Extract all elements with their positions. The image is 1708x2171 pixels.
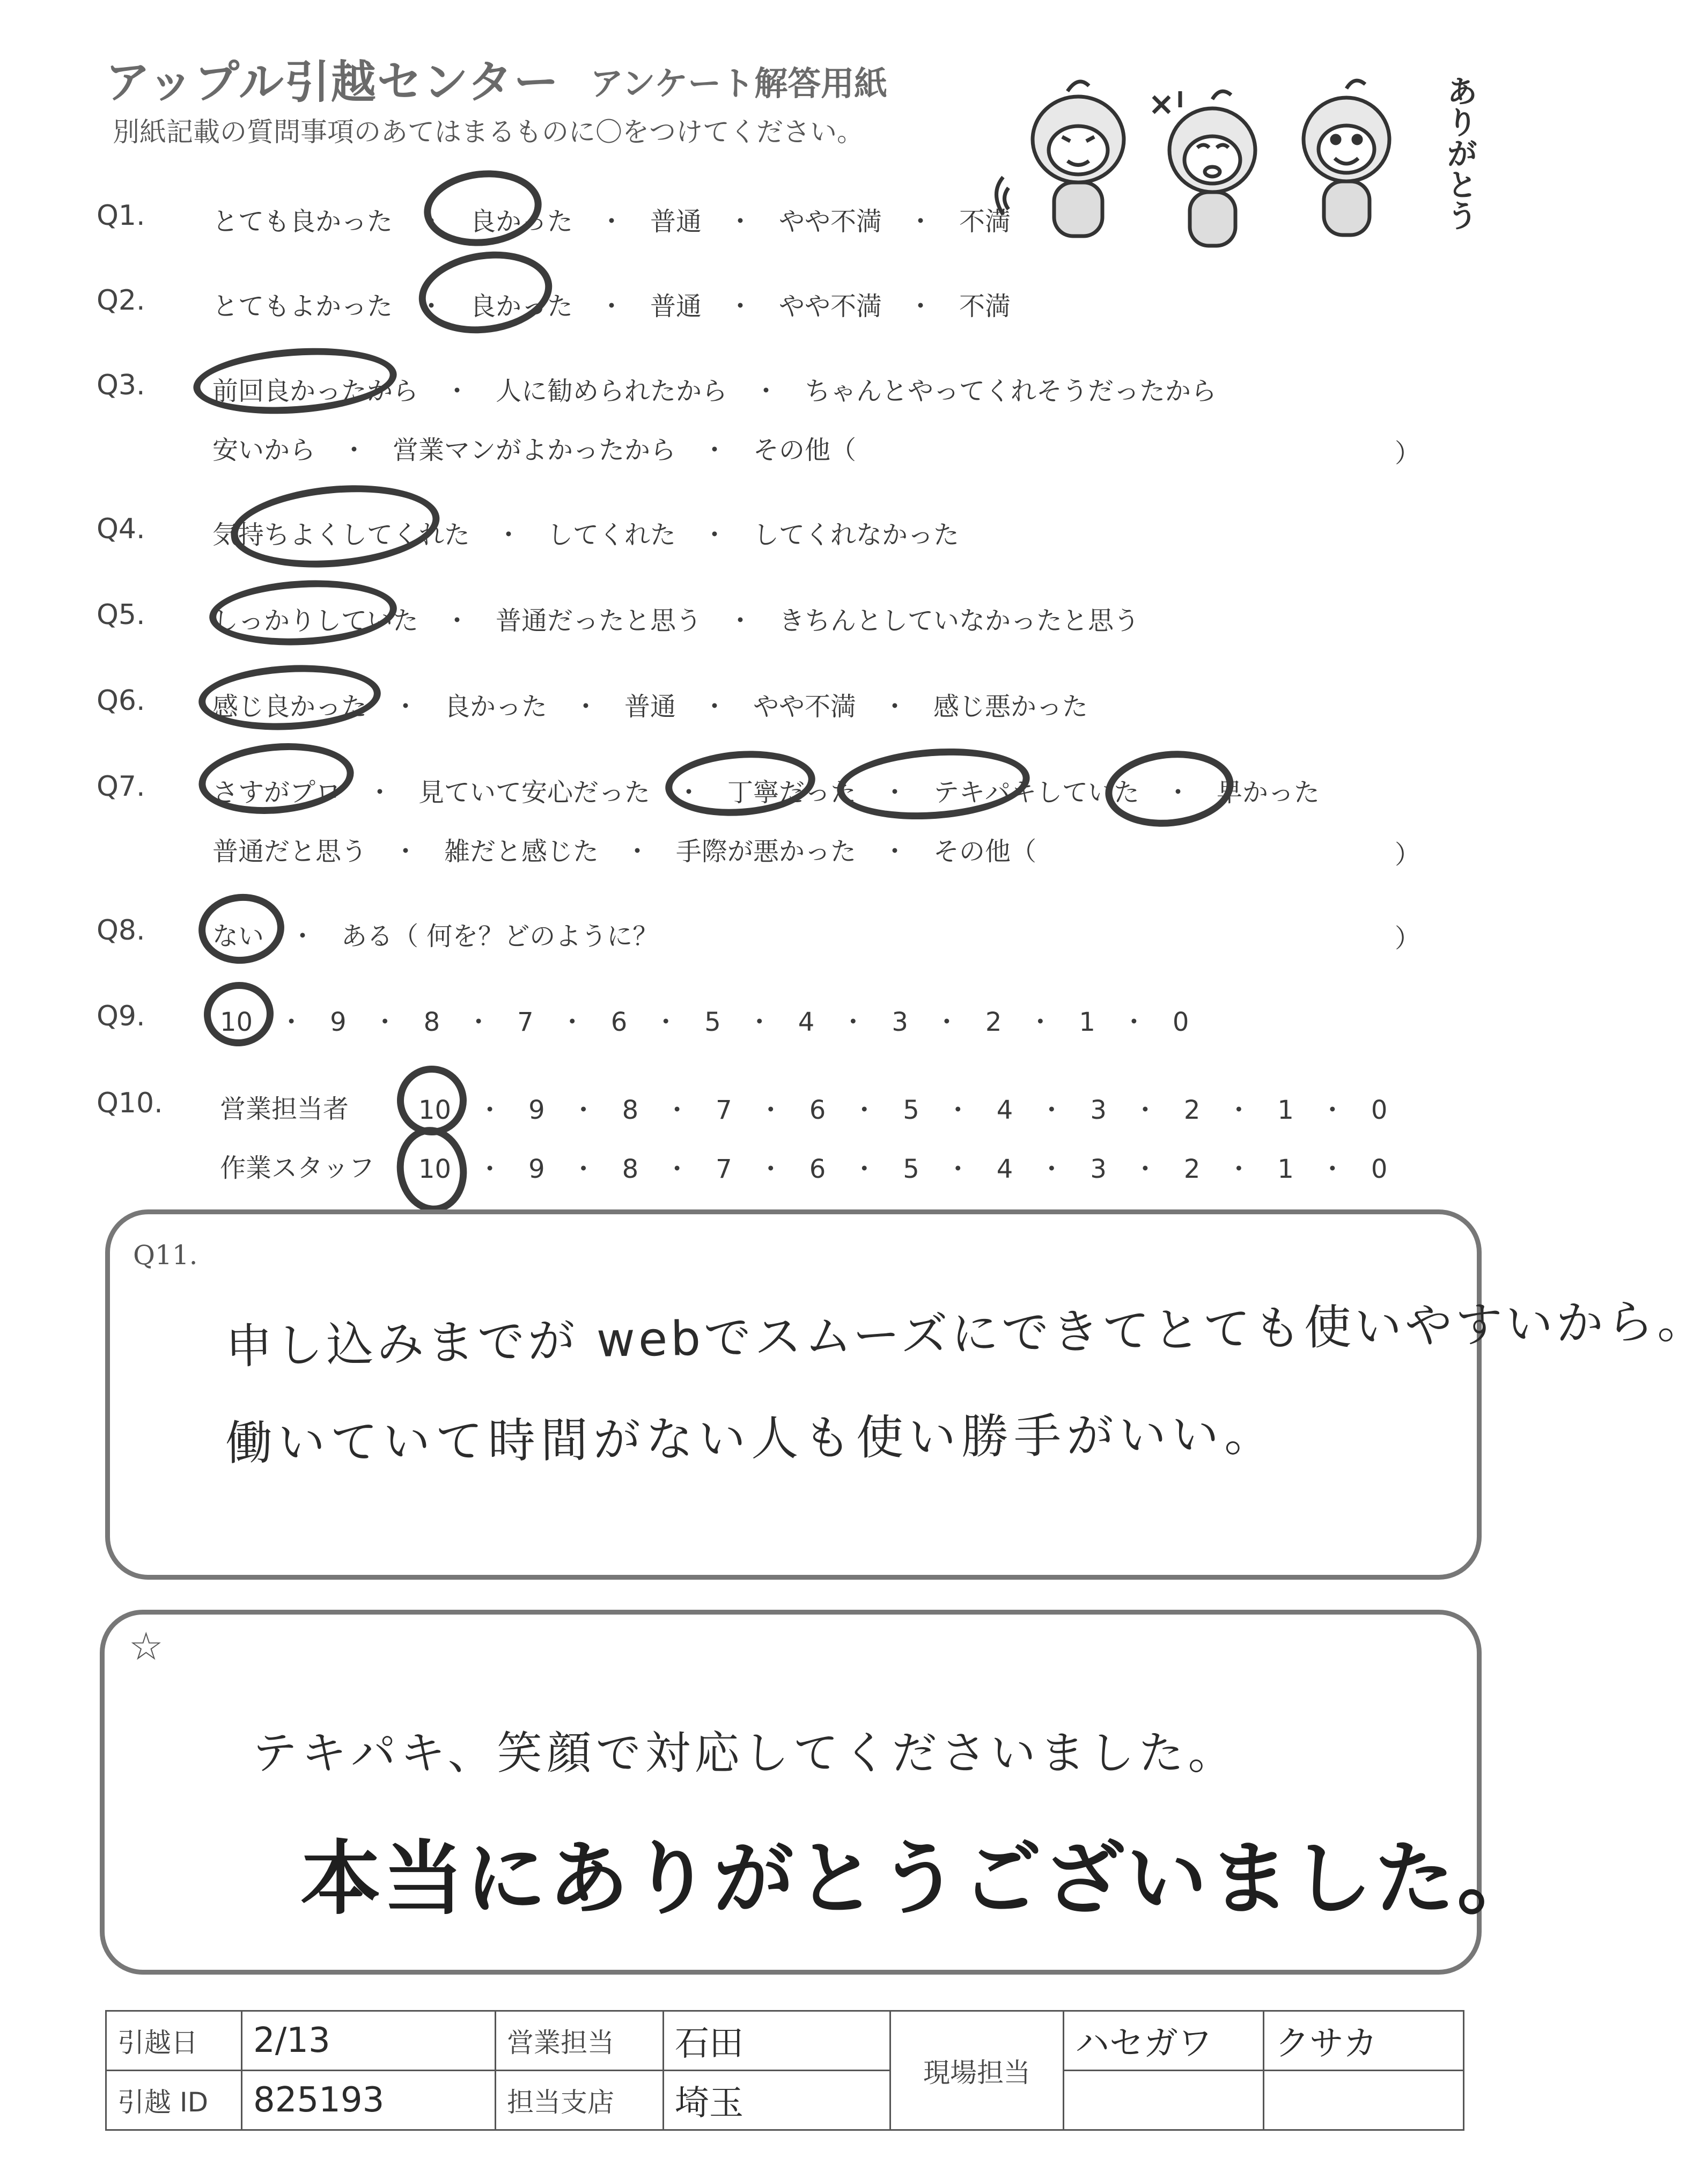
q2-options: とてもよかった ・ 良かった ・ 普通 ・ やや不満 ・ 不満 [212,291,1011,321]
q10-sales-label: 営業担当者 [220,1094,349,1124]
move-id-label: 引越 ID [106,2071,242,2130]
monkey-icon [997,82,1124,236]
star-icon: ☆ [129,1624,164,1669]
q4-options: 気持ちよくしてくれた ・ してくれた ・ してくれなかった [212,520,960,550]
q5-answer-circle [208,576,399,650]
q10-staff-label: 作業スタッフ [220,1153,375,1183]
q5-options: しっかりしていた ・ 普通だったと思う ・ きちんとしていなかったと思う [212,606,1140,636]
mascot-illustration [982,59,1443,252]
q9-label: Q9. [97,1000,145,1032]
move-info-table [105,2010,1464,2131]
move-date-label: 引越日 [106,2011,242,2071]
q8-label: Q8. [97,914,145,947]
q8-close-paren: ） [1395,923,1421,954]
q4-answer-circle [227,477,443,575]
q1-answer-circle [420,165,545,252]
q9-options: 10 ・ 9 ・ 8 ・ 7 ・ 6 ・ 5 ・ 4 ・ 3 ・ 2 ・ 1 ・ 0 [220,1007,1189,1037]
q3-close-paren: ） [1395,438,1421,468]
q10-staff-answer-circle [391,1123,472,1217]
q8-answer-circle [196,890,288,967]
q3-options-line2: 安いから ・ 営業マンがよかったから ・ その他（ [212,435,857,465]
q8-options: ない ・ ある（ 何を？どのように？ [212,921,659,951]
q2-label: Q2. [97,284,145,317]
q11-comment-box [105,1209,1482,1580]
branch-value: 埼玉 [664,2071,890,2130]
q3-label: Q3. [97,369,145,401]
q5-label: Q5. [97,599,145,631]
site-rep-label: 現場担当 [890,2011,1064,2130]
monkey-icon [1153,91,1255,246]
q11-label: Q11. [133,1239,198,1271]
move-id-value: 825193 [242,2071,496,2130]
branch-label: 担当支店 [496,2071,664,2130]
q7-options-line1: さすがプロ ・ 見ていて安心だった ・ 丁寧だった ・ テキパキしていた ・ 早かった [212,778,1320,808]
q9-answer-circle [201,979,276,1050]
q10-label: Q10. [97,1087,163,1119]
thanks-comment-line1: テキパキ、笑顔で対応してくださいました。 [252,1727,1238,1779]
form-subtitle: アンケート解答用紙 [590,64,888,103]
move-date-value: 2/13 [242,2011,496,2071]
site-rep-value-2: クサカ [1264,2011,1464,2071]
q1-label: Q1. [97,200,145,232]
q3-answer-circle [191,342,399,420]
thanks-comment-big: 本当にありがとうございました。 [300,1832,1540,1926]
q6-label: Q6. [97,685,145,717]
q7-answer-circle-3 [835,743,1032,826]
sales-rep-label: 営業担当 [496,2011,664,2071]
q10-staff-scale: 10 ・ 9 ・ 8 ・ 7 ・ 6 ・ 5 ・ 4 ・ 3 ・ 2 ・ 1 ・ 0 [418,1154,1388,1184]
form-title: アップル引越センター [105,56,560,108]
q7-close-paren: ） [1395,840,1421,870]
site-rep-empty-1 [1064,2071,1264,2130]
q11-comment-line2: 働いていて時間がない人も使い勝手がいい。 [225,1406,1277,1471]
q10-sales-scale: 10 ・ 9 ・ 8 ・ 7 ・ 6 ・ 5 ・ 4 ・ 3 ・ 2 ・ 1 ・ 0 [418,1095,1388,1125]
q3-options-line1: 前回良かったから ・ 人に勧められたから ・ ちゃんとやってくれそうだったから [212,376,1217,406]
q7-answer-circle-4 [1101,745,1237,833]
q7-options-line2: 普通だと思う ・ 雑だと感じた ・ 手際が悪かった ・ その他（ [212,837,1037,867]
monkey-icon [1304,80,1389,235]
thank-you-side-text: ありがとう [1441,75,1478,231]
site-rep-empty-2 [1264,2071,1464,2130]
q6-options: 感じ良かった ・ 良かった ・ 普通 ・ やや不満 ・ 感じ悪かった [212,692,1088,722]
q6-answer-circle [197,661,382,735]
q7-answer-circle-2 [663,746,818,820]
q4-label: Q4. [97,513,145,545]
form-instruction: 別紙記載の質問事項のあてはまるものに〇をつけてください。 [113,116,864,148]
sales-rep-value: 石田 [664,2011,890,2071]
site-rep-value-1: ハセガワ [1064,2011,1264,2071]
q1-options: とても良かった ・ 良かった ・ 普通 ・ やや不満 ・ 不満 [212,207,1011,237]
q2-answer-circle [414,243,557,341]
q11-comment-line1: 申し込みまでが webでスムーズにできてとても使いやすいから。 [225,1293,1708,1374]
q7-label: Q7. [97,771,145,803]
